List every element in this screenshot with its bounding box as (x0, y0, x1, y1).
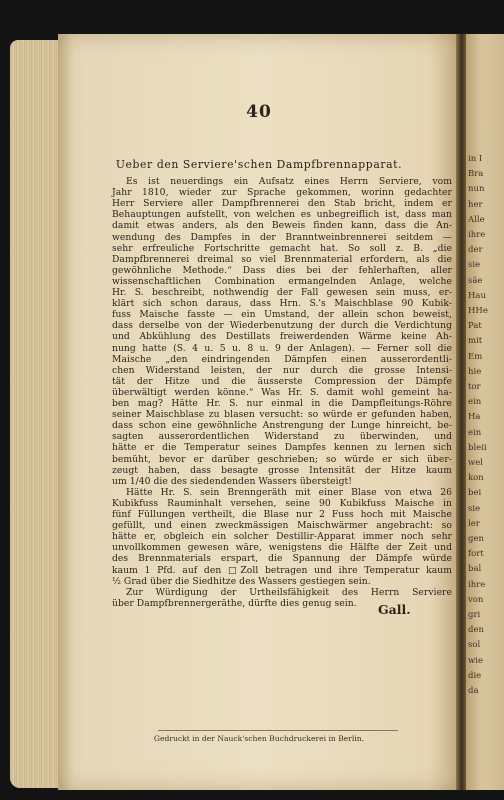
facing-text-fragment: sie (468, 260, 481, 271)
text-line: damit etwas anders, als den Beweis finden kann, dass die An- (112, 220, 452, 232)
book-page (58, 34, 460, 790)
text-line: und Abkühlung des Destillats freiwerdenden Wärme keine Ah- (112, 331, 452, 343)
text-line: fuss Maische fasste — ein Umstand, der allein schon beweist, (112, 309, 452, 321)
facing-text-fragment: die (468, 670, 482, 681)
text-line: um 1/40 die des siedendenden Wassers übersteigt! (112, 475, 353, 487)
page-number: 40 (246, 102, 272, 122)
facing-text-fragment: nun (468, 184, 485, 195)
text-line: Herr Serviere aller Dampfbrennerei den Stab bricht, indem er (112, 198, 452, 210)
footer-rule (158, 730, 398, 731)
author-signature: Gall. (378, 602, 411, 617)
facing-text-fragment: da (468, 686, 479, 696)
text-line: bemüht, bevor er darüber geschrieben; so würde er sich über- (112, 453, 452, 465)
text-line: zeugt haben, dass besagte grosse Intensität der Hitze kaum (112, 464, 452, 476)
facing-text-fragment: der (468, 245, 483, 256)
text-line: unvollkommen gewesen wäre, wenigstens die Hälfte der Zeit und (112, 542, 452, 554)
facing-text-fragment: säe (468, 275, 483, 286)
facing-text-fragment: von (468, 594, 484, 605)
facing-text-fragment: bei (468, 488, 482, 499)
text-line: sagten ausserordentlichen Widerstand zu überwinden, und (112, 431, 452, 443)
facing-text-fragment: sie (468, 503, 481, 514)
book-gutter (456, 34, 466, 790)
text-line: nung hatte (S. 4 u. 5 u. 8 u. 9 der Anlagen). — Ferner soll die (112, 342, 452, 354)
facing-text-fragment: hie (468, 366, 482, 377)
facing-text-fragment: Em (468, 351, 483, 362)
facing-text-fragment: bleii (468, 442, 487, 453)
article-title: Ueber den Serviere'schen Dampfbrennapparat. (115, 158, 403, 171)
facing-text-fragment: Hau (468, 290, 486, 301)
facing-text-fragment: ein (468, 397, 482, 408)
facing-text-fragment: Ha (468, 412, 481, 423)
text-line: kaum 1 Pfd. auf den □Zoll betragen und ihre Temperatur kaum (112, 564, 452, 576)
text-line: Kubikfuss Rauminhalt versehen, seine 90 Kubikfuss Maische in (112, 497, 452, 509)
facing-text-fragment: ihre (468, 230, 486, 240)
text-line: gefüllt, und einen zweckmässigen Maischwärmer angebracht: so (112, 520, 452, 532)
text-line: hätte er die Temperatur seines Dampfes kennen zu lernen sich (112, 442, 452, 454)
facing-text-fragment: in I (468, 154, 483, 164)
text-line: Behauptungen aufstellt, von welchen es unbegreiflich ist, dass man (112, 209, 452, 221)
text-line: hätte er, obgleich ein solcher Destillir-Apparat immer noch sehr (112, 531, 452, 543)
text-line: Hr. S. beschreibt, nothwendig der Fall gewesen sein muss, er- (112, 287, 452, 298)
text-line: überwältigt werden könne.“ Was Hr. S. damit wohl gemeint ha- (112, 386, 452, 398)
facing-text-fragment: Bra (468, 169, 484, 180)
text-line: Es ist neuerdings ein Aufsatz eines Herrn Serviere, vom (126, 176, 452, 187)
facing-text-fragment: Alle (468, 214, 485, 225)
text-line: gewöhnliche Methode.“ Dass dies bei der fehlerhaften, aller (112, 264, 452, 276)
text-line: Jahr 1810, wieder zur Sprache gekommen, worinn gedachter (112, 187, 452, 199)
facing-text-fragment: mit (468, 336, 483, 347)
text-line: Dampfbrennerei dreimal so viel Brennmaterial erfordern, als die (112, 253, 452, 265)
facing-text-fragment: bal (468, 564, 482, 575)
text-line: dass derselbe von der Wiederbenutzung der durch die Verdichtung (112, 320, 452, 332)
facing-text-fragment: HHe (468, 306, 488, 316)
facing-text-fragment: den (468, 625, 484, 636)
text-line: über Dampfbrennergeräthe, dürfte dies genug sein. (112, 597, 357, 609)
facing-text-fragment: ler (468, 518, 480, 529)
facing-text-fragment: ein (468, 427, 482, 438)
text-line: dass schon eine gewöhnliche Anstrengung der Lunge hinreicht, be- (112, 420, 452, 432)
facing-text-fragment: kon (468, 473, 484, 484)
facing-text-fragment: Pat (468, 321, 482, 332)
text-line: chen Widerstand leisten, der nur durch die grosse Intensi- (112, 364, 452, 376)
printer-imprint: Gedruckt in der Nauck'schen Buchdruckerei in Berlin. (153, 734, 365, 743)
facing-text-fragment: tor (468, 382, 481, 392)
text-line: wissenschaftlichen Combination ermangelnden Anlage, welche (112, 275, 452, 287)
text-line: fünf Füllungen vertheilt, die Blase nur 2 Fuss hoch mit Maische (112, 509, 452, 520)
text-line: Zur Würdigung der Urtheilsfähigkeit des Herrn Serviere (126, 586, 452, 598)
text-line: klärt sich schon daraus, dass Hrn. S.'s Maischblase 90 Kubik- (112, 298, 452, 310)
text-line: Maische „den eindringenden Dämpfen einen ausserordentli- (112, 353, 452, 365)
text-line: des Brennmaterials erspart, die Spannung der Dämpfe würde (112, 553, 452, 565)
text-line: wendung des Dampfes in der Branntweinbrennerei seitdem — (112, 231, 452, 243)
facing-text-fragment: gri (468, 610, 481, 620)
book-page-edges (10, 40, 62, 788)
facing-text-fragment: fort (468, 549, 484, 560)
facing-page-edge (466, 34, 504, 790)
text-line: sehr erfreuliche Fortschritte gemacht hat. So soll z. B. „die (112, 242, 452, 254)
text-line: ½ Grad über die Siedhitze des Wassers gestiegen sein. (112, 575, 371, 587)
facing-text-fragment: gen (468, 534, 484, 544)
facing-text-fragment: her (468, 199, 483, 210)
facing-text-fragment: wel (468, 458, 484, 468)
facing-text-fragment: sol (468, 640, 481, 651)
text-line: tät der Hitze und die äusserste Compression der Dämpfe (112, 375, 452, 387)
text-line: ben mag? Hätte Hr. S. nur einmal in die Dampfleitungs-Röhre (112, 398, 452, 409)
facing-text-fragment: ihre (468, 579, 486, 590)
text-line: seiner Maischblase zu blasen versucht: so würde er gefunden haben, (112, 409, 452, 421)
text-line: Hätte Hr. S. sein Brenngeräth mit einer Blase von etwa 26 (126, 486, 452, 498)
facing-text-fragment: wie (468, 655, 484, 666)
